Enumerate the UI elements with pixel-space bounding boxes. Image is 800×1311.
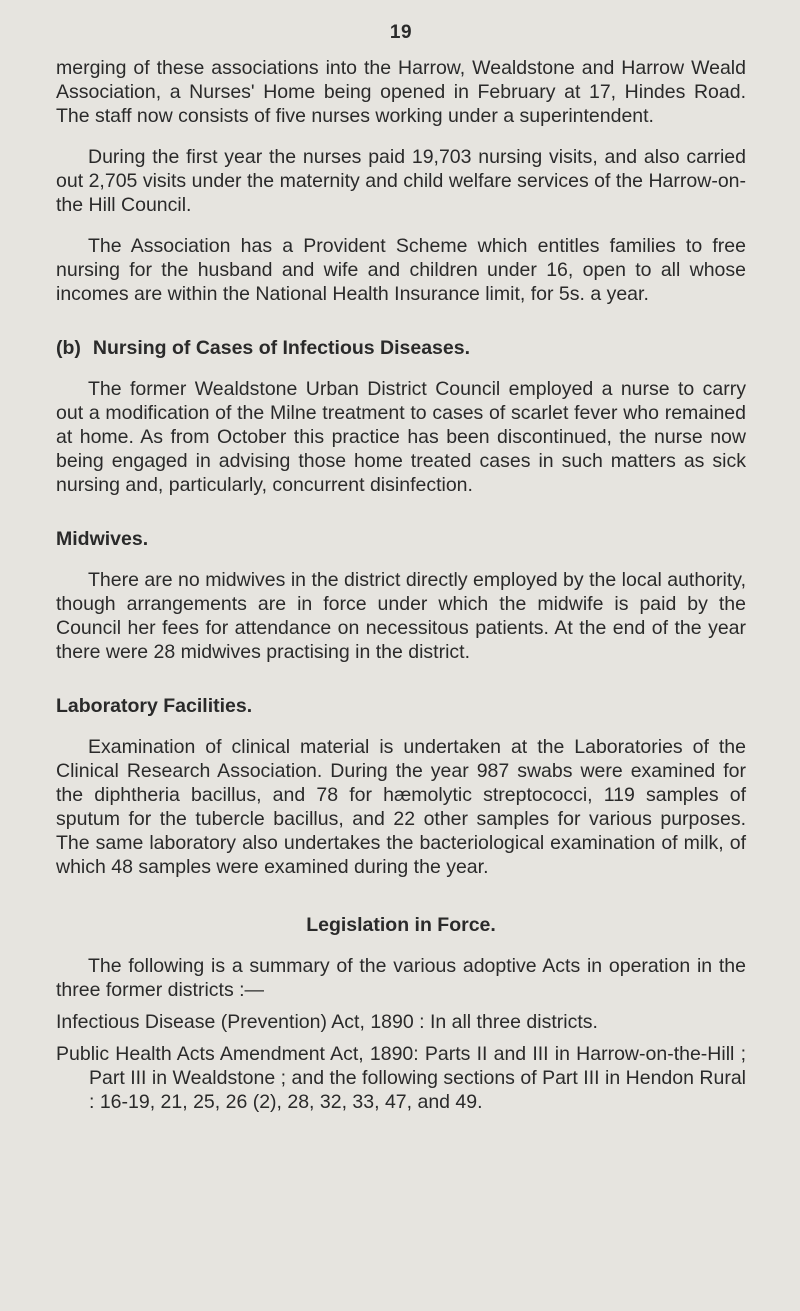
section-title: Nursing of Cases of Infectious Diseases.: [92, 337, 471, 359]
legislation-item-public-health-act: Public Health Acts Amendment Act, 1890: Parts II and III in Harrow-on-the-Hill ; Part III in Wealdstone ; and the following sections of Part III in Hendon Rural : 16-19, 21, 25, 26 (2), 28, 32, 33, 47, and 49.: [56, 1043, 746, 1113]
document-page: [56, 22, 746, 1114]
paragraph-infectious-diseases: The former Wealdstone Urban District Council employed a nurse to carry out a modification of the Milne treatment to cases of scarlet fever who remained at home. As from October this practice has been discontinued, the nurse now being engaged in advising those home treated cases in such matters as sick nursing and, particularly, concurrent disinfection.: [56, 378, 746, 496]
heading-legislation: Legislation in Force.: [306, 914, 496, 936]
legislation-item-infectious-disease-act: Infectious Disease (Prevention) Act, 1890 : In all three districts.: [56, 1011, 598, 1033]
page-number: 19: [389, 22, 413, 43]
heading-laboratory: Laboratory Facilities.: [56, 695, 253, 717]
paragraph-nursing-visits: During the first year the nurses paid 19,703 nursing visits, and also carried out 2,705 visits under the maternity and child welfare services of the Harrow-on-the Hill Council.: [56, 146, 746, 216]
paragraph-legislation-intro: The following is a summary of the various adoptive Acts in operation in the three former districts :—: [56, 955, 746, 1001]
paragraph-laboratory: Examination of clinical material is undertaken at the Laboratories of the Clinical Research Association. During the year 987 swabs were examined for the diphtheria bacillus, and 78 for hæmolytic streptococci, 119 samples of sputum for the tubercle bacillus, and 22 other samples for various purposes. The same laboratory also undertakes the bacteriological examination of milk, of which 48 samples were examined during the year.: [56, 736, 746, 878]
heading-midwives: Midwives.: [56, 528, 149, 550]
section-marker: (b): [56, 337, 81, 359]
heading-infectious-diseases: [56, 336, 746, 360]
paragraph-provident-scheme: The Association has a Provident Scheme which entitles families to free nursing for the husband and wife and children under 16, open to all whose incomes are within the National Health Insurance limit, for 5s. a year.: [56, 235, 746, 305]
paragraph-merging: merging of these associations into the Harrow, Wealdstone and Harrow Weald Association, a Nurses' Home being opened in February at 17, Hindes Road. The staff now consists of five nurses working under a superintendent.: [56, 57, 746, 127]
paragraph-midwives: There are no midwives in the district directly employed by the local authority, though arrangements are in force under which the midwife is paid by the Council her fees for attendance on necessitous patients. At the end of the year there were 28 midwives practising in the district.: [56, 569, 746, 663]
